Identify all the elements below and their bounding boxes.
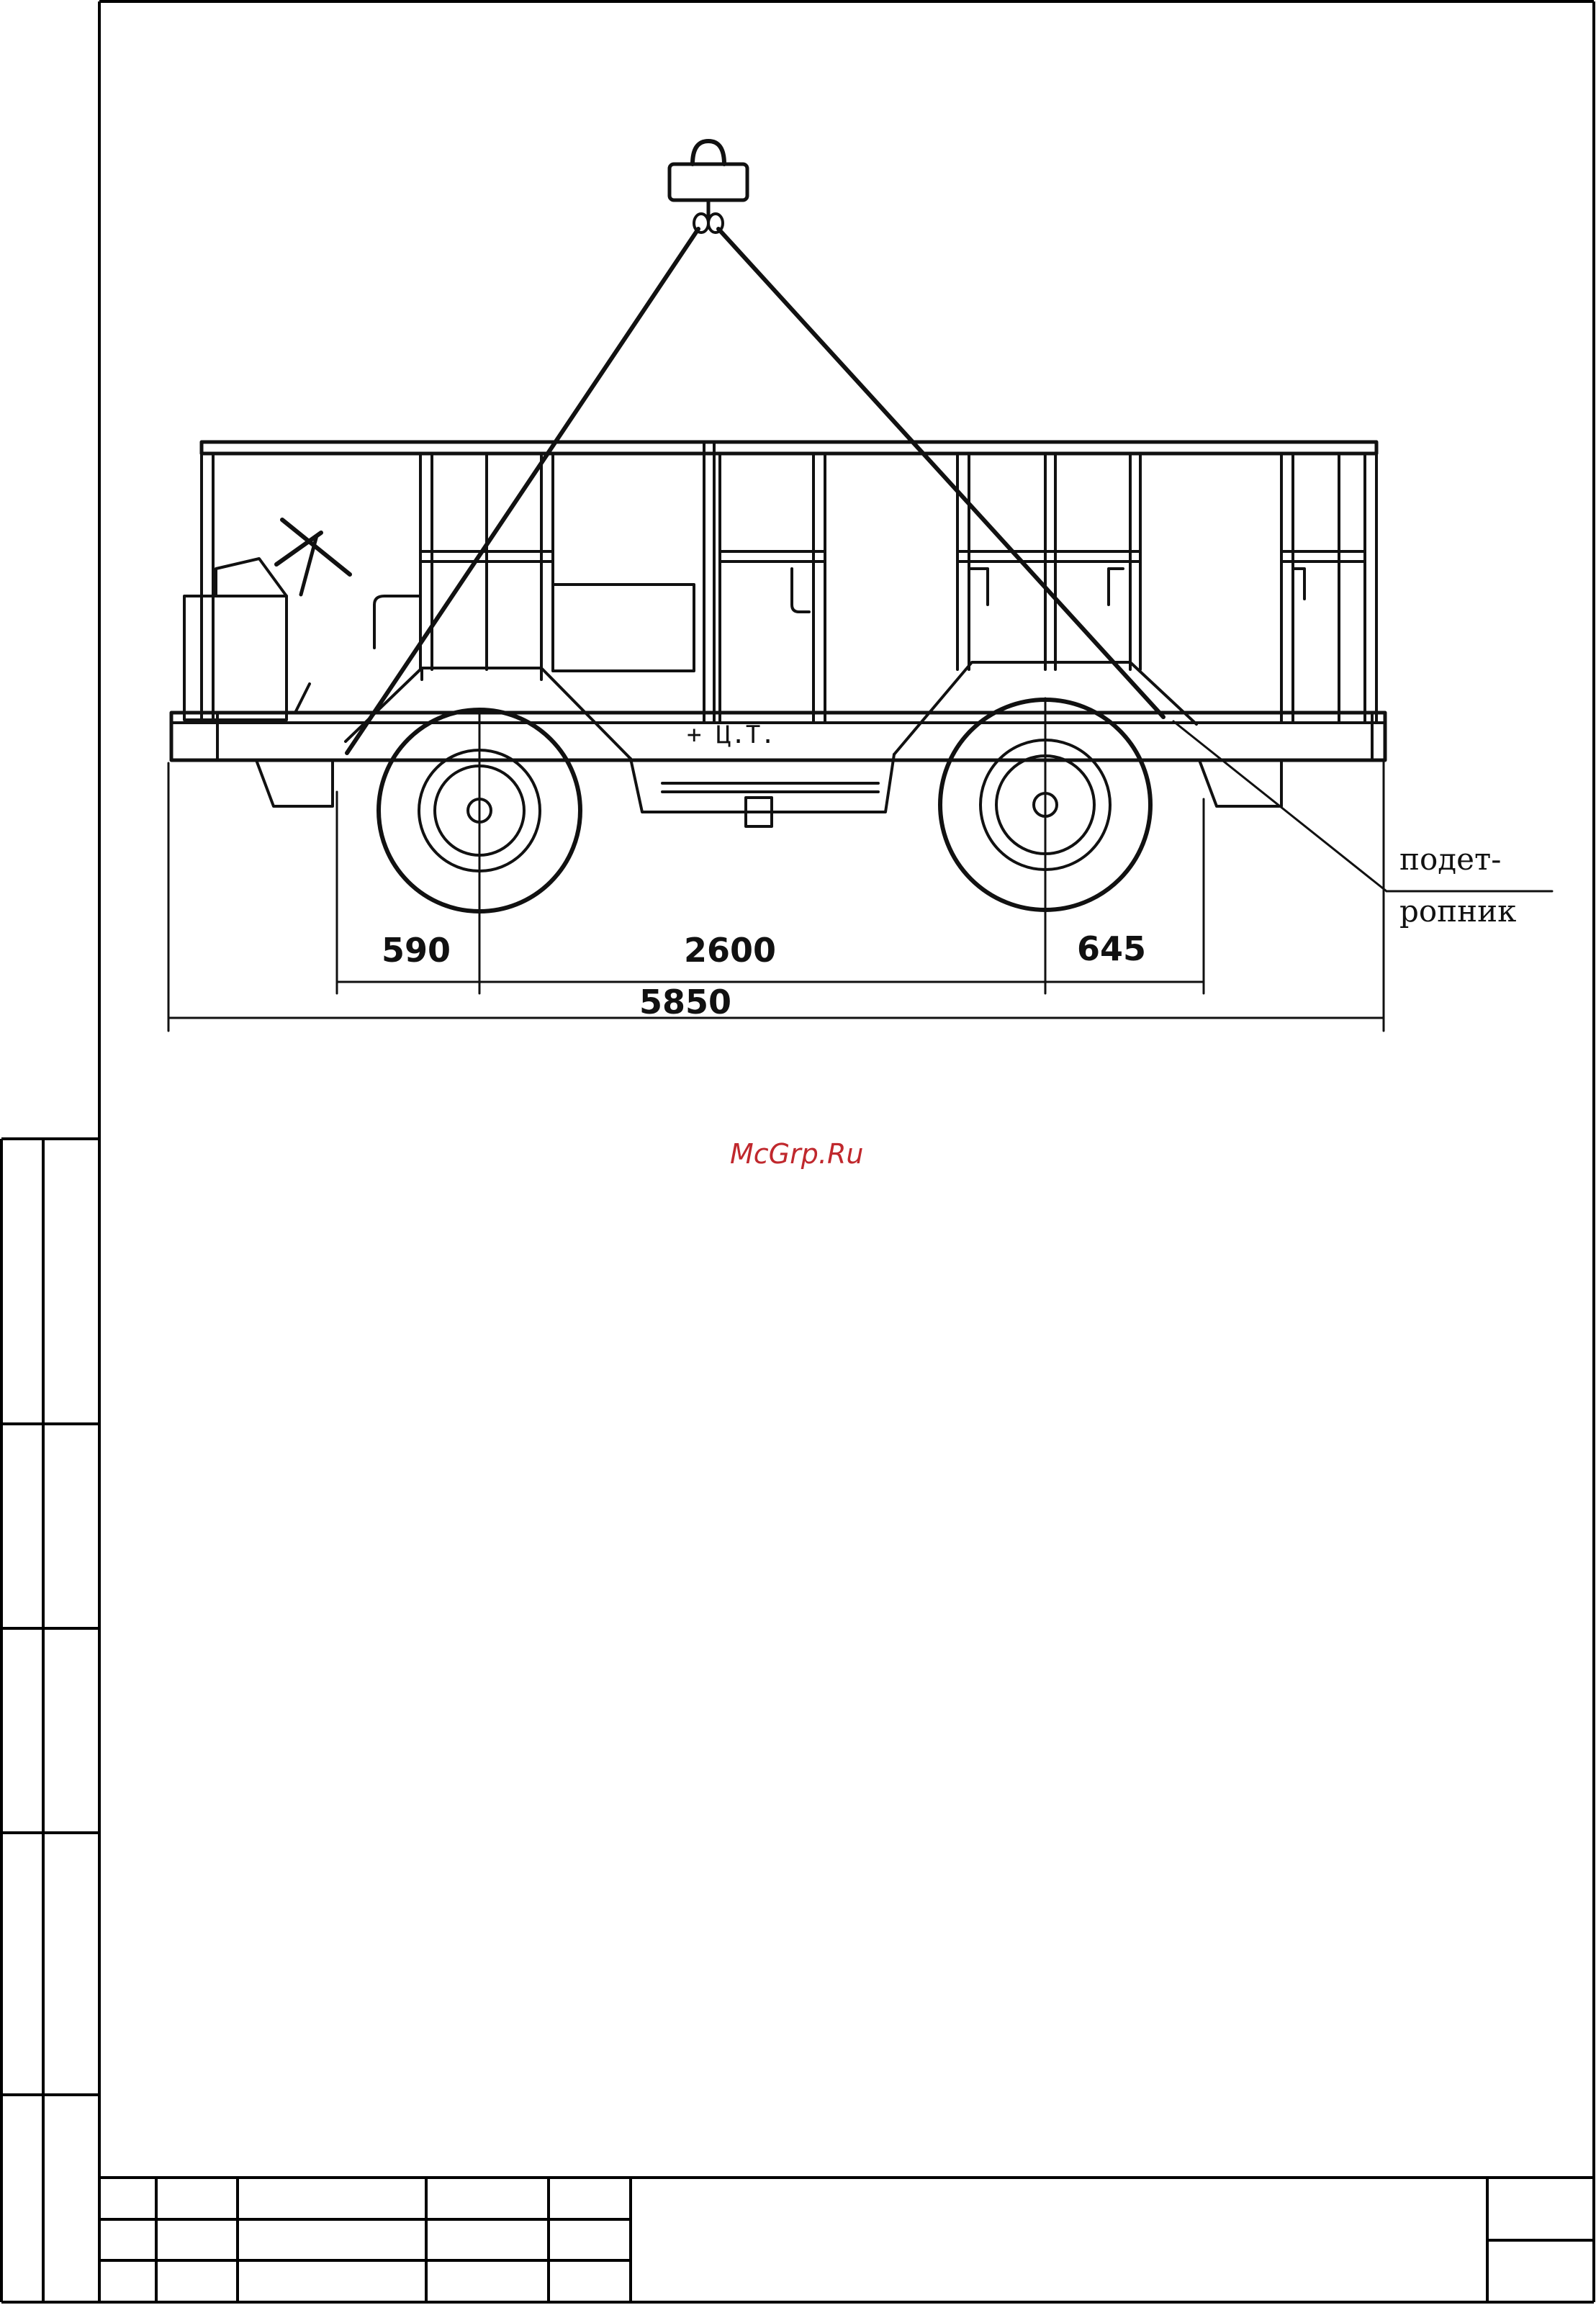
driver-cab bbox=[184, 520, 420, 720]
dimension-front-overhang: 590 bbox=[382, 931, 451, 970]
sling-label-line2: ропник bbox=[1399, 893, 1517, 929]
vehicle-body bbox=[202, 442, 1376, 721]
lifting-hook bbox=[669, 141, 747, 233]
title-block bbox=[99, 2178, 1594, 2302]
sling-ropes bbox=[347, 229, 1163, 753]
watermark: McGrp.Ru bbox=[730, 1138, 864, 1170]
vehicle-lifting-drawing bbox=[168, 141, 1552, 1031]
dimension-rear-overhang: 645 bbox=[1077, 929, 1147, 968]
sling-label-line1: подет- bbox=[1399, 842, 1502, 877]
dimension-overall-length: 5850 bbox=[639, 983, 732, 1021]
side-strip bbox=[1, 1139, 99, 2302]
center-of-gravity-label: + Ц.Т. bbox=[687, 721, 775, 749]
dimension-wheelbase: 2600 bbox=[684, 931, 777, 970]
